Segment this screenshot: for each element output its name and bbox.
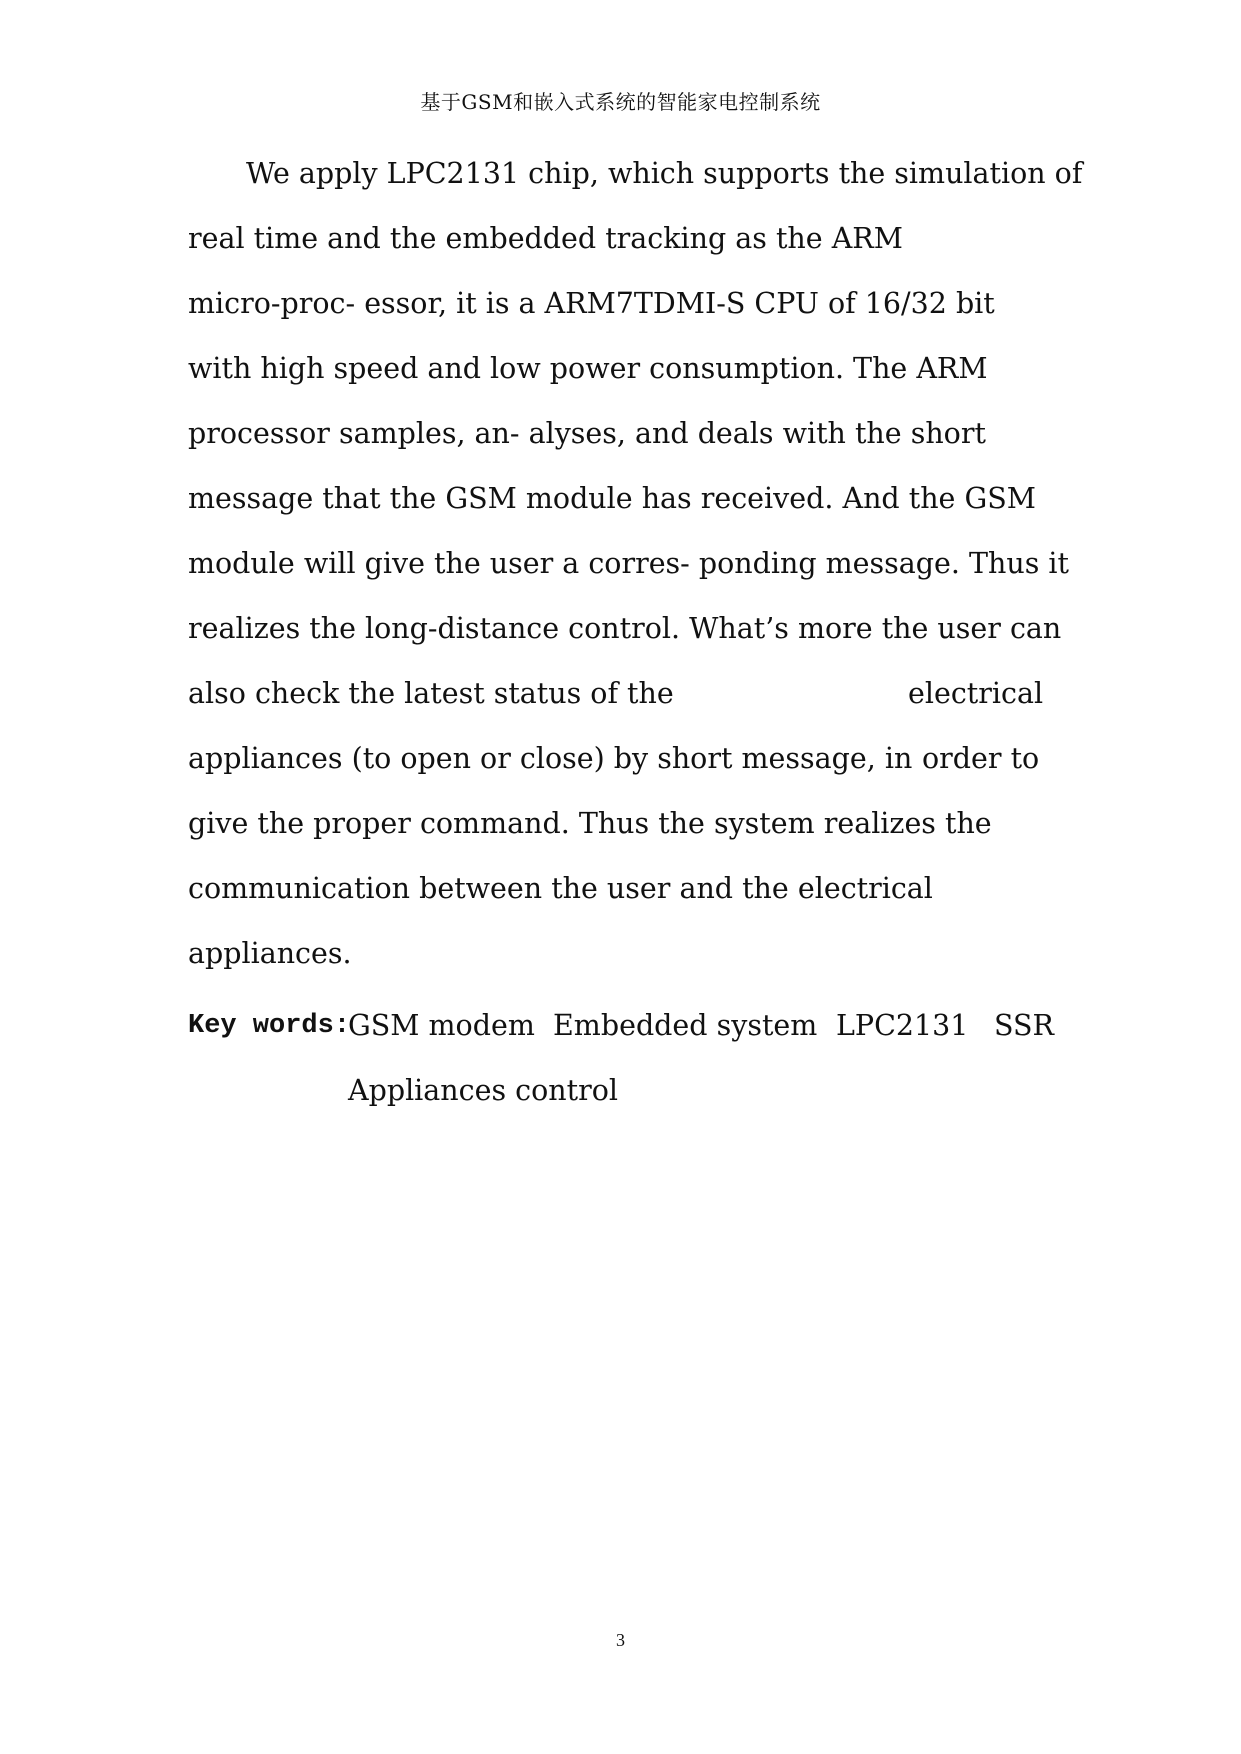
abstract-line: also check the latest status of the <box>188 677 674 710</box>
abstract-line: with high speed and low power consumption. The ARM <box>188 352 988 385</box>
abstract-line: We apply LPC2131 chip, which supports the simulation of <box>246 157 1083 190</box>
keyword-term: Embedded system <box>553 1009 818 1042</box>
keyword-term: GSM modem <box>348 1009 535 1042</box>
abstract-line: appliances (to open or close) by short message, in <box>188 742 913 775</box>
keyword-term: LPC2131 <box>836 1009 969 1042</box>
abstract-line: realizes the long-distance control. What’s more the user can <box>188 612 1062 645</box>
keywords-label: Key words: <box>188 1011 351 1041</box>
abstract-line: micro-proc- essor, it is a ARM7TDMI-S CPU of 16/32 bit <box>188 287 995 320</box>
abstract-line: give the proper command. Thus the system realizes the <box>188 807 992 840</box>
abstract-line: message that the GSM module has received. And the GSM <box>188 482 1036 515</box>
abstract-line: order to <box>922 742 1040 775</box>
page-number: 3 <box>616 1630 625 1650</box>
abstract-line: electrical <box>908 677 1044 710</box>
keyword-term: Appliances control <box>348 1074 618 1107</box>
running-header: 基于GSM和嵌入式系统的智能家电控制系统 <box>420 90 821 114</box>
abstract-line: communication between the user and the electrical <box>188 872 933 905</box>
abstract-line: real time and the embedded tracking as the ARM <box>188 222 903 255</box>
abstract-line: module will give the user a corres- ponding message. Thus it <box>188 547 1069 580</box>
abstract-line: appliances. <box>188 937 352 970</box>
abstract-line: processor samples, an- alyses, and deals with the short <box>188 417 986 450</box>
keyword-term: SSR <box>994 1009 1055 1042</box>
